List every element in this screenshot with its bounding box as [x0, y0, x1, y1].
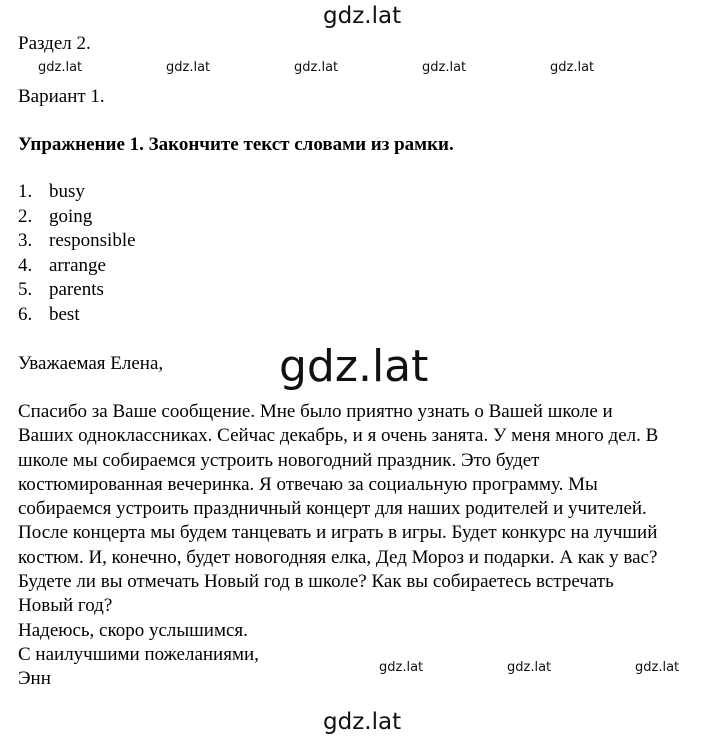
- list-item-word: responsible: [49, 230, 136, 252]
- watermark-row2-1: gdz.lat: [379, 660, 424, 675]
- word-list: [18, 180, 136, 328]
- variant-heading: Вариант 1.: [18, 86, 105, 107]
- watermark-row1-3: gdz.lat: [294, 60, 339, 75]
- letter-line: костюм. И, конечно, будет новогодняя елка, Дед Мороз и подарки. А как у вас?: [18, 546, 658, 568]
- exercise-title: Упражнение 1. Закончите текст словами из рамки.: [18, 134, 454, 155]
- list-item-word: parents: [49, 279, 104, 301]
- letter-line: школе мы собираемся устроить новогодний праздник. Это будет: [18, 449, 540, 471]
- list-item: [18, 205, 136, 230]
- list-item: [18, 229, 136, 254]
- list-item-number: 3.: [18, 230, 33, 252]
- letter-line: Спасибо за Ваше сообщение. Мне было приятно узнать о Вашей школе и: [18, 401, 613, 422]
- list-item-word: going: [49, 205, 93, 227]
- letter-line: Ваших одноклассниках. Сейчас декабрь, и я очень занята. У меня много дел. В: [18, 425, 659, 447]
- letter-line: Новый год?: [18, 595, 113, 617]
- watermark-top: gdz.lat: [323, 3, 402, 29]
- watermark-middle: gdz.lat: [279, 341, 429, 392]
- list-item-word: busy: [49, 181, 85, 202]
- letter-line: Энн: [18, 668, 51, 690]
- letter-greeting: Уважаемая Елена,: [18, 353, 164, 374]
- list-item-word: arrange: [49, 254, 106, 276]
- list-item-number: 2.: [18, 205, 33, 227]
- list-item: [18, 303, 136, 328]
- watermark-row2-2: gdz.lat: [507, 660, 552, 675]
- list-item-number: 6.: [18, 303, 33, 325]
- list-item: [18, 180, 136, 205]
- list-item: [18, 254, 136, 279]
- letter-body: [18, 400, 658, 692]
- watermark-row1-1: gdz.lat: [38, 60, 83, 75]
- list-item-word: best: [49, 303, 80, 325]
- letter-line: собираемся устроить праздничный концерт для наших родителей и учителей.: [18, 498, 647, 520]
- list-item: [18, 278, 136, 303]
- list-item-number: 4.: [18, 254, 33, 276]
- watermark-row1-4: gdz.lat: [422, 60, 467, 75]
- letter-line: костюмированная вечеринка. Я отвечаю за социальную программу. Мы: [18, 473, 598, 495]
- letter-line: Надеюсь, скоро услышимся.: [18, 619, 248, 641]
- watermark-bottom: gdz.lat: [323, 709, 402, 735]
- letter-line: Будете ли вы отмечать Новый год в школе? Как вы собираетесь встречать: [18, 571, 614, 593]
- letter-line: С наилучшими пожеланиями,: [18, 643, 259, 665]
- watermark-row1-2: gdz.lat: [166, 60, 211, 75]
- section-heading: Раздел 2.: [18, 33, 91, 54]
- watermark-row2-3: gdz.lat: [635, 660, 680, 675]
- list-item-number: 1.: [18, 181, 33, 202]
- list-item-number: 5.: [18, 279, 33, 301]
- watermark-row1-5: gdz.lat: [550, 60, 595, 75]
- letter-line: После концерта мы будем танцевать и играть в игры. Будет конкурс на лучший: [18, 522, 658, 544]
